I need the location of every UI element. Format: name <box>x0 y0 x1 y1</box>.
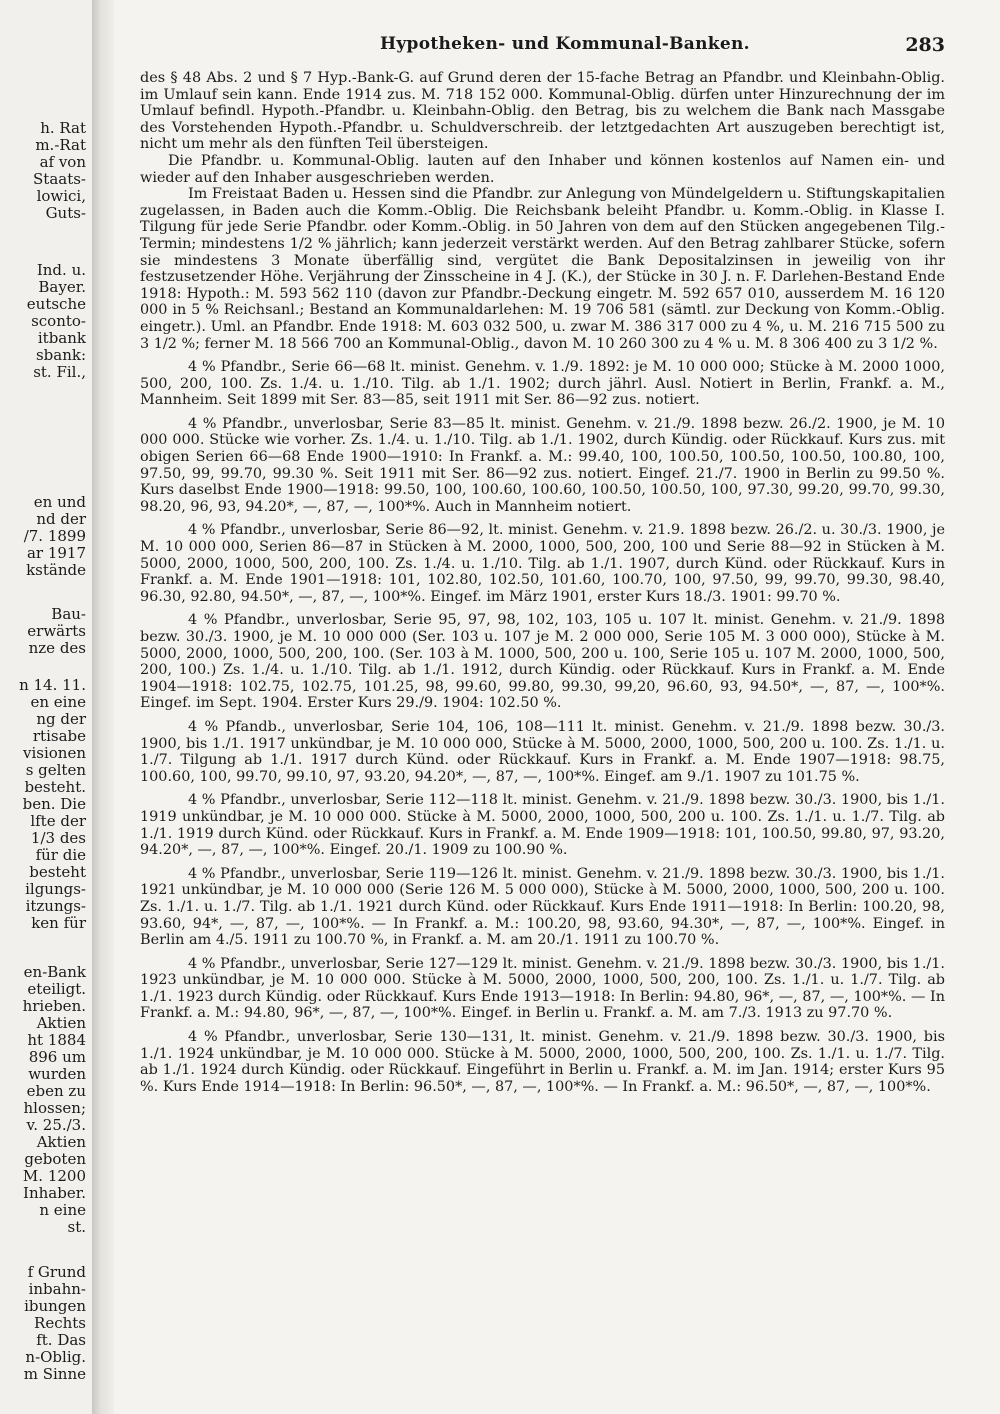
margin-fragment: st. Fil., <box>33 363 86 381</box>
margin-fragment: erwärts <box>27 622 86 640</box>
margin-fragment: m Sinne <box>23 1365 86 1383</box>
margin-fragment: ken für <box>31 914 86 932</box>
margin-fragment: ng der <box>36 710 86 728</box>
paragraph: 4 % Pfandbr., unverlosbar, Serie 112—118 lt. minist. Genehm. v. 21./9. 1898 bezw. 30./3. 1900, bis 1./1. 1919 unkündbar, je M. 10 000 000. Stücke à M. 5000, 2000, 1000, 500, 200 u. 100. Zs. 1./1. u. 1./7. Tilg. ab 1./1. 1919 durch Künd. oder Rückkauf. Kurs in Frankf. a. M. Ende 1909—1918: 101, 100.50, 99.80, 97, 93.20, 94.20*, —, 87, —, 100*%. Eingef. 20./1. 1909 zu 100.90 %. <box>140 792 945 859</box>
paragraph: 4 % Pfandbr., unverlosbar, Serie 119—126 lt. minist. Genehm. v. 21./9. 1898 bezw. 30./3. 1900, bis 1./1. 1921 unkündbar, je M. 10 000 000 (Serie 126 M. 5 000 000), Stücke à M. 5000, 2000, 1000, 500, 200 u. 100. Zs. 1./1. u. 1./7. Tilg. ab 1./1. 1921 durch Künd. oder Rückkauf. Kurs Ende 1911—1918: In Berlin: 100.20, 98, 93.60, 94*, —, 87, —, 100*%. — In Frankf. a. M.: 100.20, 98, 93.60, 94.30*, —, 87, —, 100*%. Eingef. in Berlin am 4./5. 1911 zu 100.70 %, in Frankf. a. M. am 20./1. 1911 zu 100.70 %. <box>140 865 945 949</box>
margin-fragment: 896 um <box>28 1048 86 1066</box>
paragraph: des § 48 Abs. 2 und § 7 Hyp.-Bank-G. auf Grund deren der 15-fache Betrag an Pfandbr. und Kleinbahn-Oblig. im Umlauf sein kann. Ende 1914 zus. M. 718 152 000. Kommunal-Oblig. dürfen unter Hinzurechnung der im Umlauf befindl. Hypoth.-Pfandbr. u. Kleinbahn-Oblig. den Betrag, bis zu welchem die Bank nach Massgabe des Vorstehenden Hypoth.-Pfandbr. u. Schuldverschreib. der letztgedachten Art auszugeben berechtigt ist, nicht um mehr als den fünften Teil übersteigen. <box>140 70 945 153</box>
margin-fragment: v. 25./3. <box>26 1116 86 1134</box>
book-gutter <box>92 0 114 1414</box>
paragraph: 4 % Pfandbr., unverlosbar, Serie 127—129 lt. minist. Genehm. v. 21./9. 1898 bezw. 30./3. 1900, bis 1./1. 1923 unkündbar, je M. 10 000 000. Stücke à M. 5000, 2000, 1000, 500, 200, 100. Zs. 1./1. u. 1./7. Tilg. ab 1./1. 1923 durch Kündig. oder Rückkauf. Kurs Ende 1913—1918: In Berlin: 94.80, 96*, —, 87, —, 100*%. — In Frankf. a. M.: 94.80, 96*, —, 87, —, 100*%. Eingef. in Berlin u. Frankf. a. M. am 7./3. 1913 zu 97.70 %. <box>140 955 945 1022</box>
margin-fragment: wurden <box>28 1065 86 1083</box>
margin-fragment: itbank <box>37 329 86 347</box>
margin-fragment: nze des <box>28 639 86 657</box>
margin-fragment: Ind. u. <box>36 261 86 279</box>
margin-fragment: m.-Rat <box>35 136 86 154</box>
margin-fragment: 1/3 des <box>30 829 86 847</box>
margin-fragment: ar 1917 <box>26 544 86 562</box>
margin-fragment: Rechts <box>34 1314 86 1332</box>
margin-fragment: en eine <box>30 693 86 711</box>
page-number: 283 <box>905 34 945 56</box>
margin-fragment: geboten <box>24 1150 86 1168</box>
margin-fragment: Aktien <box>36 1133 86 1151</box>
margin-fragment: ilgungs- <box>25 880 86 898</box>
margin-fragment: inbahn- <box>28 1280 86 1298</box>
margin-fragment: af von <box>39 153 86 171</box>
margin-fragment: hlossen; <box>23 1099 86 1117</box>
margin-fragment: Bau- <box>51 605 86 623</box>
margin-fragment: itzungs- <box>25 897 86 915</box>
margin-fragment: lowici, <box>36 187 86 205</box>
margin-fragment: lfte der <box>30 812 86 830</box>
margin-fragment: n-Oblig. <box>25 1348 86 1366</box>
margin-fragment: n eine <box>39 1201 86 1219</box>
running-head: Hypotheken- und Kommunal-Banken. <box>380 34 750 54</box>
margin-fragment: Aktien <box>36 1014 86 1032</box>
margin-fragment: st. <box>67 1218 86 1236</box>
paragraph: 4 % Pfandbr., Serie 66—68 lt. minist. Genehm. v. 1./9. 1892: je M. 10 000 000; Stücke à M. 2000 1000, 500, 200, 100. Zs. 1./4. u. 1./10. Tilg. ab 1./1. 1902; durch jährl. Ausl. Notiert in Berlin, Frankf. a. M., Mannheim. Seit 1899 mit Ser. 83—85, seit 1911 mit Ser. 86—92 zus. notiert. <box>140 359 945 409</box>
margin-fragment: eteiligt. <box>27 980 86 998</box>
margin-fragment: /7. 1899 <box>23 527 86 545</box>
page-header <box>150 34 945 64</box>
margin-fragment: Staats- <box>33 170 86 188</box>
margin-fragment: nd der <box>36 510 86 528</box>
paragraph: Im Freistaat Baden u. Hessen sind die Pfandbr. zur Anlegung von Mündelgeldern u. Stiftungskapitalien zugelassen, in Baden auch die Komm.-Oblig. Die Reichsbank beleiht Pfandbr. u. Komm.-Oblig. in Klasse I. Tilgung für jede Serie Pfandbr. oder Komm.-Oblig. in 50 Jahren von dem auf den Stücken angegebenen Tilg.-Termin; mindestens 1/2 % jährlich; kann jederzeit verstärkt werden. Auf den Betrag zahlbarer Stücke, sofern sie mindestens 3 Monate überfällig sind, vergütet die Bank Depositalzinsen in jeweilig von ihr festzusetzender Höhe. Verjährung der Zinsscheine in 4 J. (K.), der Stücke in 30 J. n. F. Darlehen-Bestand Ende 1918: Hypoth.: M. 593 562 110 (davon zur Pfandbr.-Deckung eingetr. M. 592 657 010, ausserdem M. 16 120 000 in 5 % Reichsanl.; Bestand an Kommunaldarlehen: M. 19 706 581 (sämtl. zur Deckung von Komm.-Oblig. eingetr.). Uml. an Pfandbr. Ende 1918: M. 603 032 500, u. zwar M. 386 317 000 zu 4 %, u. M. 216 715 500 zu 3 1/2 %; ferner M. 18 566 700 an Kommunal-Oblig., davon M. 10 260 300 zu 4 % u. M. 8 306 400 zu 3 1/2 %. <box>140 186 945 352</box>
margin-fragment: s gelten <box>25 761 86 779</box>
margin-fragment: Guts- <box>45 204 86 222</box>
margin-fragment: ht 1884 <box>27 1031 86 1049</box>
margin-fragment: kstände <box>26 561 86 579</box>
paragraph: 4 % Pfandbr., unverlosbar, Serie 86—92, lt. minist. Genehm. v. 21.9. 1898 bezw. 26./2. u. 30./3. 1900, je M. 10 000 000, Serien 86—87 in Stücken à M. 2000, 1000, 500, 200, 100 und Serie 88—92 in Stücken à M. 5000, 2000, 1000, 500, 200, 100. Zs. 1./4. u. 1./10. Tilg. ab 1./1. 1907, durch Künd. oder Rückkauf. Kurs in Frankf. a. M. Ende 1901—1918: 101, 102.80, 102.50, 101.60, 100.70, 100, 97.50, 99, 99.70, 99.30, 98.40, 96.30, 92.80, 94.50*, —, 87, —, 100*%. Eingef. im März 1901, erster Kurs 18./3. 1901: 99.70 %. <box>140 522 945 605</box>
margin-fragment: sconto- <box>31 312 86 330</box>
margin-fragment: ben. Die <box>22 795 86 813</box>
margin-fragment: Bayer. <box>38 278 86 296</box>
paragraph: 4 % Pfandbr., unverlosbar, Serie 95, 97, 98, 102, 103, 105 u. 107 lt. minist. Genehm. v. 21./9. 1898 bezw. 30./3. 1900, je M. 10 000 000 (Ser. 103 u. 107 je M. 2 000 000, Serie 105 M. 3 000 000), Stücke à M. 5000, 2000, 1000, 500, 200, 100. (Ser. 103 à M. 1000, 500, 200 u. 100, Serie 105 u. 107 M. 2000, 1000, 500, 200, 100.) Zs. 1./4. u. 1./10. Tilg. ab 1./1. 1912, durch Kündig. oder Rückkauf. Kurs in Frankf. a. M. Ende 1904—1918: 102.75, 102.75, 101.25, 98, 99.60, 99.80, 99.30, 99,20, 96.60, 93, 94.50*, —, 87, —, 100*%. Eingef. im Sept. 1904. Erster Kurs 29./9. 1904: 102.50 %. <box>140 612 945 712</box>
margin-fragment: f Grund <box>27 1263 86 1281</box>
margin-fragment: M. 1200 <box>22 1167 86 1185</box>
margin-fragment: ibungen <box>24 1297 86 1315</box>
margin-fragment: Inhaber. <box>23 1184 86 1202</box>
margin-fragment: ft. Das <box>36 1331 86 1349</box>
body-text <box>140 70 945 1400</box>
margin-fragment: eutsche <box>26 295 86 313</box>
margin-fragment: besteht. <box>24 778 86 796</box>
margin-fragment: en und <box>33 493 86 511</box>
paragraph: 4 % Pfandb., unverlosbar, Serie 104, 106, 108—111 lt. minist. Genehm. v. 21./9. 1898 bezw. 30./3. 1900, bis 1./1. 1917 unkündbar, je M. 10 000 000, Stücke à M. 5000, 2000, 1000, 500, 200 u. 100. Zs. 1./1. u. 1./7. Tilgung ab 1./1. 1917 durch Künd. oder Rückkauf. Kurs in Frankf. a. M. Ende 1907—1918: 98.75, 100.60, 100, 99.70, 99.10, 97, 93.20, 94.20*, —, 87, —, 100*%. Eingef. am 9./1. 1907 zu 101.75 %. <box>140 718 945 785</box>
paragraph: 4 % Pfandbr., unverlosbar, Serie 130—131, lt. minist. Genehm. v. 21./9. 1898 bezw. 30./3. 1900, bis 1./1. 1924 unkündbar, je M. 10 000 000. Stücke à M. 5000, 2000, 1000, 500, 200, 100. Zs. 1./1. u. 1./7. Tilg. ab 1./1. 1924 durch Kündig. oder Rückkauf. Eingeführt in Berlin u. Frankf. a. M. im Jan. 1914; erster Kurs 95 %. Kurs Ende 1914—1918: In Berlin: 96.50*, —, 87, —, 100*%. — In Frankf. a. M.: 96.50*, —, 87, —, 100*%. <box>140 1029 945 1095</box>
margin-fragment: besteht <box>29 863 86 881</box>
paragraph: Die Pfandbr. u. Kommunal-Oblig. lauten auf den Inhaber und können kostenlos auf Namen ein- und wieder auf den Inhaber ausgeschrieben werden. <box>140 152 945 186</box>
margin-fragment: hrieben. <box>22 997 86 1015</box>
margin-fragment: en-Bank <box>23 963 86 981</box>
facing-page-margin <box>0 0 92 1414</box>
margin-fragment: eben zu <box>26 1082 86 1100</box>
margin-fragment: sbank: <box>35 346 86 364</box>
margin-fragment: n 14. 11. <box>19 676 86 694</box>
margin-fragment: h. Rat <box>40 119 86 137</box>
margin-fragment: visionen <box>23 744 86 762</box>
margin-fragment: rtisabe <box>32 727 86 745</box>
paragraph: 4 % Pfandbr., unverlosbar, Serie 83—85 lt. minist. Genehm. v. 21./9. 1898 bezw. 26./2. 1900, je M. 10 000 000. Stücke wie vorher. Zs. 1./4. u. 1./10. Tilg. ab 1./1. 1902, durch Kündig. oder Rückkauf. Kurs zus. mit obigen Serien 66—68 Ende 1900—1910: In Frankf. a. M.: 99.40, 100, 100.50, 100.50, 100.50, 100.80, 100, 97.50, 99, 99.70, 99.30 %. Seit 1911 mit Ser. 86—92 zus. notiert. Eingef. 21./7. 1900 in Berlin zu 99.50 %. Kurs daselbst Ende 1900—1918: 99.50, 100, 100.60, 100.60, 100.50, 100.50, 100, 97.30, 99.20, 99.70, 99.30, 98.20, 96, 93, 94.20*, —, 87, —, 100*%. Auch in Mannheim notiert. <box>140 415 945 515</box>
margin-fragment: für die <box>35 846 86 864</box>
